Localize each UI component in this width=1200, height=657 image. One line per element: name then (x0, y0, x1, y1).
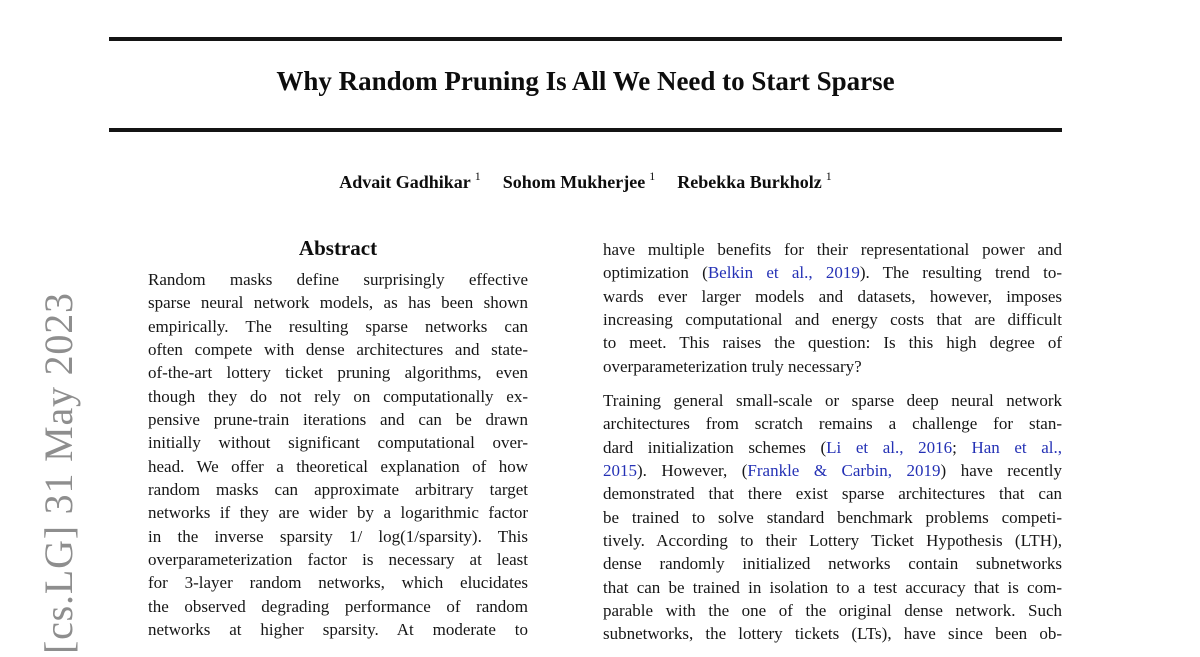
text-line: subnetworks, the lottery tickets (LTs), have since been ob- (603, 624, 1062, 644)
text-line: head. We offer a theoretical explanation of how (148, 456, 528, 476)
affiliation-mark: 1 (474, 169, 481, 183)
abstract-heading: Abstract (298, 236, 378, 260)
text-line: initially without significant computational over- (148, 433, 528, 453)
author-name: Sohom Mukherjee $^1$ (502, 169, 656, 192)
text-line: dense randomly initialized networks contain subnetworks (603, 554, 1062, 574)
text-line: parable with the one of the original dense network. Such (603, 600, 1062, 620)
text-line: random masks can approximate arbitrary target (148, 479, 528, 499)
text-line: in the inverse sparsity 1/ log(1/sparsity). This (148, 526, 528, 546)
affiliation-mark: 1 (649, 169, 656, 183)
author-name: Rebekka Burkholz $^1$ (677, 169, 832, 192)
text-line: for 3-layer random networks, which elucidates (148, 573, 528, 593)
text-line: the observed degrading performance of random (148, 596, 528, 616)
text-line: that can be trained in isolation to a test accuracy that is com- (603, 577, 1062, 597)
citation-link[interactable]: Belkin et al., 2019 (707, 263, 860, 283)
paragraph (148, 268, 528, 641)
text-line: 2015). However, (Frankle & Carbin, 2019) have recently (603, 460, 1063, 480)
text-line: demonstrated that there exist sparse architectures that can (603, 484, 1062, 504)
paragraph (603, 238, 1062, 378)
text-line: increasing computational and energy costs that are difficult (603, 309, 1062, 329)
author-line (109, 164, 1062, 195)
text-line: networks if they are wider by a logarithmic factor (148, 503, 528, 523)
text-line: overparameterization factor is necessary at least (148, 549, 528, 569)
paper-title: Why Random Pruning Is All We Need to Start Sparse (276, 66, 895, 96)
text-line: optimization (Belkin et al., 2019). The resulting trend to- (603, 263, 1063, 283)
citation-link[interactable]: Li et al., 2016 (826, 437, 953, 457)
intro-column (603, 238, 1062, 657)
text-line: wards ever larger models and datasets, however, imposes (603, 286, 1062, 306)
text-line: dard initialization schemes (Li et al., 2016; Han et al., (603, 437, 1062, 457)
text-line: often compete with dense architectures and state- (148, 339, 528, 359)
arxiv-stamp: [cs.LG] 31 May 2023 (36, 292, 81, 654)
citation-link[interactable]: Frankle & Carbin, 2019 (747, 460, 941, 480)
title-rule-bottom (109, 128, 1062, 132)
text-line: of-the-art lottery ticket pruning algorithms, even (148, 363, 528, 383)
text-line: Random masks define surprisingly effective (148, 270, 528, 289)
text-line: tively. According to their Lottery Ticket Hypothesis (LTH), (603, 530, 1062, 550)
text-line: be trained to solve standard benchmark problems competi- (603, 507, 1062, 527)
text-line: have multiple benefits for their representational power and (603, 240, 1062, 259)
text-line: to meet. This raises the question: Is this high degree of (603, 333, 1062, 353)
citation-link[interactable]: 2015 (603, 460, 637, 480)
text-line: sparse neural network models, as has been shown (148, 293, 528, 313)
text-line: architectures from scratch remains a challenge for stan- (603, 414, 1062, 434)
abstract-body (148, 268, 528, 652)
title-rule-top (109, 37, 1062, 41)
author-name: Advait Gadhikar $^1$ (339, 169, 481, 192)
affiliation-mark: 1 (825, 169, 832, 183)
text-line: though they do not rely on computationally ex- (148, 386, 528, 406)
text-line: Training general small-scale or sparse deep neural network (603, 390, 1062, 410)
text-line: empirically. The resulting sparse networks can (148, 316, 528, 336)
text-line: networks at higher sparsity. At moderate to (148, 619, 528, 639)
text-line: pensive prune-train iterations and can be drawn (148, 409, 528, 429)
paragraph (603, 389, 1062, 646)
text-line: overparameterization truly necessary? (603, 356, 862, 376)
citation-link[interactable]: Han et al., (971, 437, 1062, 457)
